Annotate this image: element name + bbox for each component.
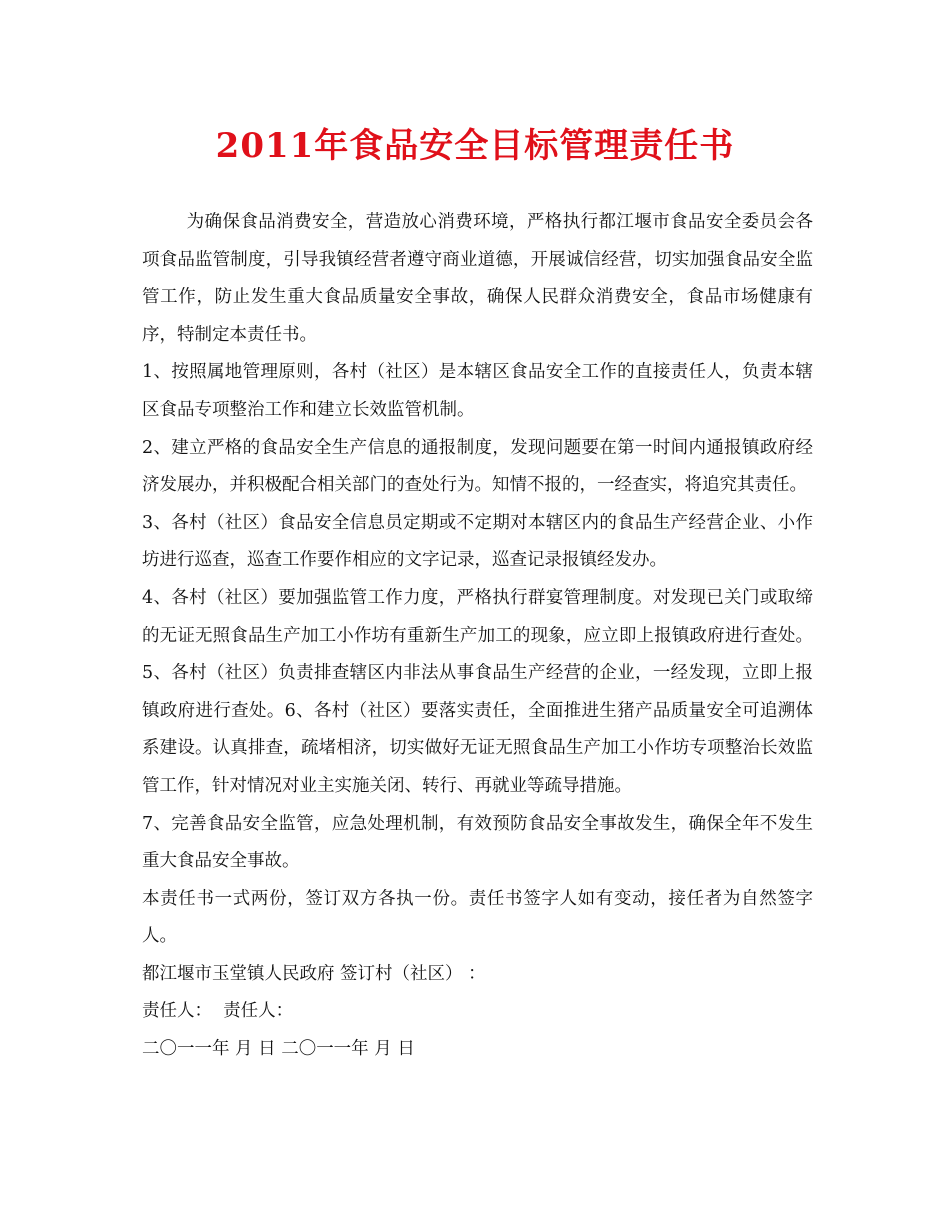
item-7: 7、完善食品安全监管，应急处理机制，有效预防食品安全事故发生，确保全年不发生重大食品安全事故。 (142, 813, 813, 872)
item-2: 2、建立严格的食品安全生产信息的通报制度，发现问题要在第一时间内通报镇政府经济发展办，并积极配合相关部门的查处行为。知情不报的，一经查实，将追究其责任。 (142, 437, 813, 496)
responsible-persons: 责任人： 责任人： (142, 1001, 294, 1022)
intro-paragraph: 为确保食品消费安全，营造放心消费环境，严格执行都江堰市食品安全委员会各项食品监管制度，引导我镇经营者遵守商业道德，开展诚信经营，切实加强食品安全监管工作，防止发生重大食品质量安全事故，确保人民群众消费安全，食品市场健康有序，特制定本责任书。 (142, 212, 813, 345)
item-4-6: 4、各村（社区）要加强监管工作力度，严格执行群宴管理制度。对发现已关门或取缔的无证无照食品生产加工小作坊有重新生产加工的现象，应立即上报镇政府进行查处。5、各村（社区）负责排查辖区内非法从事食品生产经营的企业，一经发现，立即上报镇政府进行查处。6、各村（社区）要落实责任，全面推进生猪产品质量安全可追溯体系建设。认真排查，疏堵相济，切实做好无证无照食品生产加工小作坊专项整治长效监管工作，针对情况对业主实施关闭、转行、再就业等疏导措施。 (142, 587, 813, 796)
signing-parties: 都江堰市玉堂镇人民政府 签订村（社区） ： (142, 963, 486, 984)
document-title: 2011年食品安全目标管理责任书 (215, 126, 735, 166)
document-body (142, 204, 813, 1069)
item-1: 1、按照属地管理原则，各村（社区）是本辖区食品安全工作的直接责任人，负责本辖区食品专项整治工作和建立长效监管机制。 (142, 362, 813, 420)
item-3: 3、各村（社区）食品安全信息员定期或不定期对本辖区内的食品生产经营企业、小作坊进行巡查，巡查工作要作相应的文字记录，巡查记录报镇经发办。 (142, 512, 813, 571)
closing-paragraph: 本责任书一式两份，签订双方各执一份。责任书签字人如有变动，接任者为自然签字人。 (142, 888, 813, 947)
signing-dates: 二〇一一年 月 日 二〇一一年 月 日 (142, 1039, 415, 1060)
